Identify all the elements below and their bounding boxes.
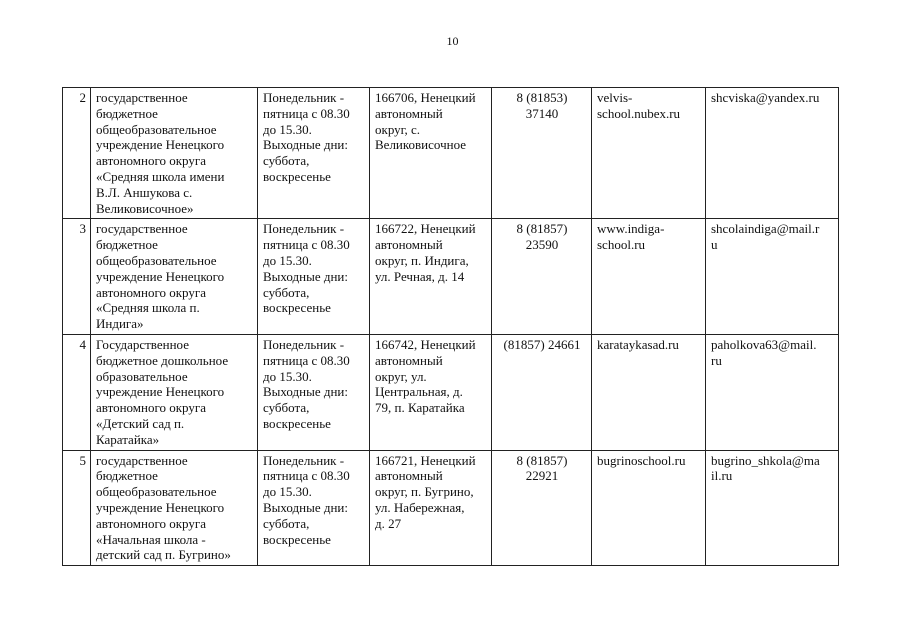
organization-name-line: Великовисочное» xyxy=(96,200,194,216)
organization-name-line: «Детский сад п. xyxy=(96,415,185,431)
row-number: 4 xyxy=(79,336,86,352)
table-body xyxy=(63,88,839,566)
address-cell xyxy=(370,334,492,450)
organization-name-line: учреждение Ненецкого xyxy=(96,499,225,515)
working-hours-cell xyxy=(258,450,370,566)
row-number: 3 xyxy=(79,221,86,237)
organization-name-line: учреждение Ненецкого xyxy=(96,268,225,284)
organization-name-line: Каратайка» xyxy=(96,431,160,447)
address-line: автономный xyxy=(375,237,443,253)
working-hours-line: воскресенье xyxy=(263,531,331,547)
organization-name-cell xyxy=(91,450,258,566)
email-line: ru xyxy=(711,352,722,368)
working-hours-line: суббота, xyxy=(263,284,310,300)
working-hours-line: пятница с 08.30 xyxy=(263,352,350,368)
organization-name-line: государственное xyxy=(96,90,188,105)
email-cell xyxy=(706,450,839,566)
page-number: 10 xyxy=(446,34,459,48)
working-hours-line: Понедельник - xyxy=(263,336,345,352)
working-hours-line: Выходные дни: xyxy=(263,137,349,153)
email-cell xyxy=(706,334,839,450)
address-cell xyxy=(370,219,492,335)
phone-cell xyxy=(492,88,592,219)
row-number: 5 xyxy=(79,452,86,468)
organization-name-line: Индига» xyxy=(96,316,144,332)
address-line: ул. Набережная, xyxy=(375,499,465,515)
website-line: velvis- xyxy=(597,90,633,105)
address-cell xyxy=(370,450,492,566)
website-cell xyxy=(592,450,706,566)
organization-name-line: «Начальная школа - xyxy=(96,531,206,547)
working-hours-line: Выходные дни: xyxy=(263,499,349,515)
phone-line: (81857) 24661 xyxy=(503,336,581,352)
email-line: il.ru xyxy=(711,468,733,484)
organization-name-line: «Средняя школа имени xyxy=(96,168,225,184)
working-hours-line: Выходные дни: xyxy=(263,268,349,284)
row-number: 2 xyxy=(79,90,86,105)
row-number-cell xyxy=(63,219,91,335)
working-hours-cell xyxy=(258,219,370,335)
organization-name-line: детский сад п. Бугрино» xyxy=(96,547,231,563)
phone-cell xyxy=(492,219,592,335)
phone-cell xyxy=(492,450,592,566)
address-line: 79, п. Каратайка xyxy=(375,400,465,416)
address-line: д. 27 xyxy=(375,515,402,531)
working-hours-line: Понедельник - xyxy=(263,452,345,468)
organization-name-line: общеобразовательное xyxy=(96,484,217,500)
website-line: bugrinoschool.ru xyxy=(597,452,686,468)
email-line: shcviska@yandex.ru xyxy=(711,90,820,105)
row-number-cell xyxy=(63,334,91,450)
organization-name-line: общеобразовательное xyxy=(96,121,217,137)
organization-name-line: бюджетное xyxy=(96,105,158,121)
organization-name-line: «Средняя школа п. xyxy=(96,300,200,316)
organization-name-cell xyxy=(91,334,258,450)
working-hours-line: Понедельник - xyxy=(263,90,345,105)
address-line: 166721, Ненецкий xyxy=(375,452,476,468)
working-hours-line: Понедельник - xyxy=(263,221,345,237)
phone-line: 8 (81857) xyxy=(516,221,568,237)
website-line: school.ru xyxy=(597,237,646,253)
address-line: округ, п. Индига, xyxy=(375,252,469,268)
organization-name-line: бюджетное дошкольное xyxy=(96,352,229,368)
address-line: ул. Речная, д. 14 xyxy=(375,268,465,284)
row-number-cell xyxy=(63,88,91,219)
address-line: 166706, Ненецкий xyxy=(375,90,476,105)
address-cell xyxy=(370,88,492,219)
address-line: 166742, Ненецкий xyxy=(375,336,476,352)
website-line: www.indiga- xyxy=(597,221,665,237)
working-hours-line: суббота, xyxy=(263,400,310,416)
working-hours-cell xyxy=(258,334,370,450)
address-line: автономный xyxy=(375,352,443,368)
working-hours-line: пятница с 08.30 xyxy=(263,468,350,484)
phone-cell xyxy=(492,334,592,450)
website-line: karataykasad.ru xyxy=(597,336,679,352)
organization-name-cell xyxy=(91,88,258,219)
working-hours-line: воскресенье xyxy=(263,300,331,316)
address-line: автономный xyxy=(375,468,443,484)
working-hours-line: Выходные дни: xyxy=(263,384,349,400)
address-line: округ, с. xyxy=(375,121,421,137)
organization-name-line: автономного округа xyxy=(96,284,206,300)
organization-name-line: Государственное xyxy=(96,336,189,352)
organization-name-line: общеобразовательное xyxy=(96,252,217,268)
working-hours-line: воскресенье xyxy=(263,415,331,431)
working-hours-line: до 15.30. xyxy=(263,252,312,268)
working-hours-cell xyxy=(258,88,370,219)
website-cell xyxy=(592,88,706,219)
email-line: u xyxy=(711,237,718,253)
organization-name-line: автономного округа xyxy=(96,153,206,169)
website-cell xyxy=(592,219,706,335)
table-row xyxy=(63,219,839,335)
phone-line: 37140 xyxy=(525,105,559,121)
organization-name-line: бюджетное xyxy=(96,237,158,253)
working-hours-line: до 15.30. xyxy=(263,121,312,137)
address-line: округ, ул. xyxy=(375,368,427,384)
email-cell xyxy=(706,88,839,219)
email-cell xyxy=(706,219,839,335)
table-row xyxy=(63,450,839,566)
address-line: 166722, Ненецкий xyxy=(375,221,476,237)
working-hours-line: суббота, xyxy=(263,515,310,531)
phone-line: 8 (81857) xyxy=(516,452,568,468)
organizations-table xyxy=(62,87,839,566)
working-hours-line: суббота, xyxy=(263,153,310,169)
website-line: school.nubex.ru xyxy=(597,105,681,121)
working-hours-line: пятница с 08.30 xyxy=(263,105,350,121)
row-number-cell xyxy=(63,450,91,566)
organization-name-line: учреждение Ненецкого xyxy=(96,384,225,400)
email-line: bugrino_shkola@ma xyxy=(711,452,820,468)
working-hours-line: до 15.30. xyxy=(263,368,312,384)
email-line: shcolaindiga@mail.r xyxy=(711,221,820,237)
phone-line: 8 (81853) xyxy=(516,90,568,105)
website-cell xyxy=(592,334,706,450)
organization-name-line: бюджетное xyxy=(96,468,158,484)
table-row xyxy=(63,334,839,450)
organization-name-line: В.Л. Аншукова с. xyxy=(96,184,193,200)
organization-name-line: образовательное xyxy=(96,368,188,384)
organization-name-line: государственное xyxy=(96,221,188,237)
address-line: Центральная, д. xyxy=(375,384,463,400)
address-line: округ, п. Бугрино, xyxy=(375,484,474,500)
table-row xyxy=(63,88,839,219)
phone-line: 23590 xyxy=(525,237,559,253)
organization-name-cell xyxy=(91,219,258,335)
working-hours-line: до 15.30. xyxy=(263,484,312,500)
address-line: автономный xyxy=(375,105,443,121)
organization-name-line: учреждение Ненецкого xyxy=(96,137,225,153)
working-hours-line: воскресенье xyxy=(263,168,331,184)
organization-name-line: автономного округа xyxy=(96,400,206,416)
email-line: paholkova63@mail. xyxy=(711,336,817,352)
organization-name-line: государственное xyxy=(96,452,188,468)
phone-line: 22921 xyxy=(525,468,559,484)
working-hours-line: пятница с 08.30 xyxy=(263,237,350,253)
organization-name-line: автономного округа xyxy=(96,515,206,531)
address-line: Великовисочное xyxy=(375,137,466,153)
